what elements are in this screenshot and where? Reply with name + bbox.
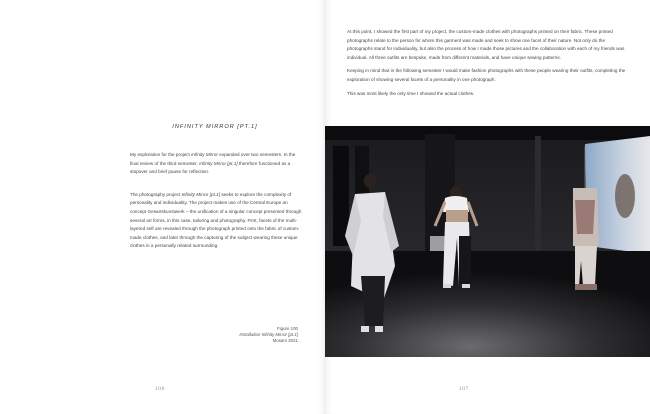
project-title-italic: Infinity Mirror [pt.1] bbox=[199, 160, 238, 166]
paragraph-semester: Keeping in mind that in the following semester I would make fashion photographs with these people wearing their outfits, completing the exploration of showing several facets of a personality in one photograph. bbox=[347, 68, 626, 82]
caption-figure-number: Figure 100 bbox=[277, 326, 298, 331]
text-run: The photography project bbox=[130, 191, 182, 197]
paragraph-clothes: At this point, I showed the first part of my project, the custom-made clothes with photographs printed on their fabric. These printed photographs relate to the person for whom this garment was made and seek to show one facet of their nature. Not only do the photographs stand for individuality, but also the process of how I made those pictures and the collaboration with each of my friends was individual. All three outfits are bespoke, made from different materials, and have unique sewing patterns. bbox=[347, 29, 625, 60]
installation-photo bbox=[325, 126, 650, 357]
right-body-text bbox=[347, 28, 627, 103]
project-title-italic: Infinity Mirror [pt.1] bbox=[181, 191, 221, 197]
left-body-text bbox=[130, 151, 304, 256]
paragraph-last-time: This was most likely the only time I showed the actual clothes. bbox=[347, 90, 475, 96]
paragraph-intro bbox=[130, 151, 304, 177]
text-run: expanded over two semesters. In the final review of the third semester, bbox=[130, 152, 296, 166]
text-run: therefore functioned as a stopover and brief pause for reflection. bbox=[130, 160, 291, 175]
page-number-left: 106 bbox=[155, 386, 165, 392]
text-run: My exploration for the project bbox=[130, 152, 192, 157]
figure-caption bbox=[178, 326, 298, 345]
installation-photo-drawing bbox=[325, 126, 650, 357]
section-title: INFINITY MIRROR [PT.1] bbox=[172, 124, 258, 130]
paragraph-description bbox=[130, 191, 304, 251]
right-page bbox=[325, 0, 650, 414]
caption-credit: Mosam 2021 bbox=[272, 338, 298, 344]
caption-title: Installation Infinity Mirror [pt.1] bbox=[239, 332, 298, 338]
page-number-right: 107 bbox=[459, 386, 469, 392]
project-title-italic: Infinity Mirror bbox=[191, 152, 218, 157]
text-run: seeks to explore the complexity of personality and individuality. The project makes use of the Central Europe an concept Gesamtkunstwerk – the unification of a singular concept presented through several art forms, in this case, tailoring and photography. First, facets of the multi-layered self are revealed through the photograph printed onto the fabric of custom-made clothes, and later through the capturing of the subject wearing these unique clothes in a personally related surrounding. bbox=[130, 191, 302, 249]
